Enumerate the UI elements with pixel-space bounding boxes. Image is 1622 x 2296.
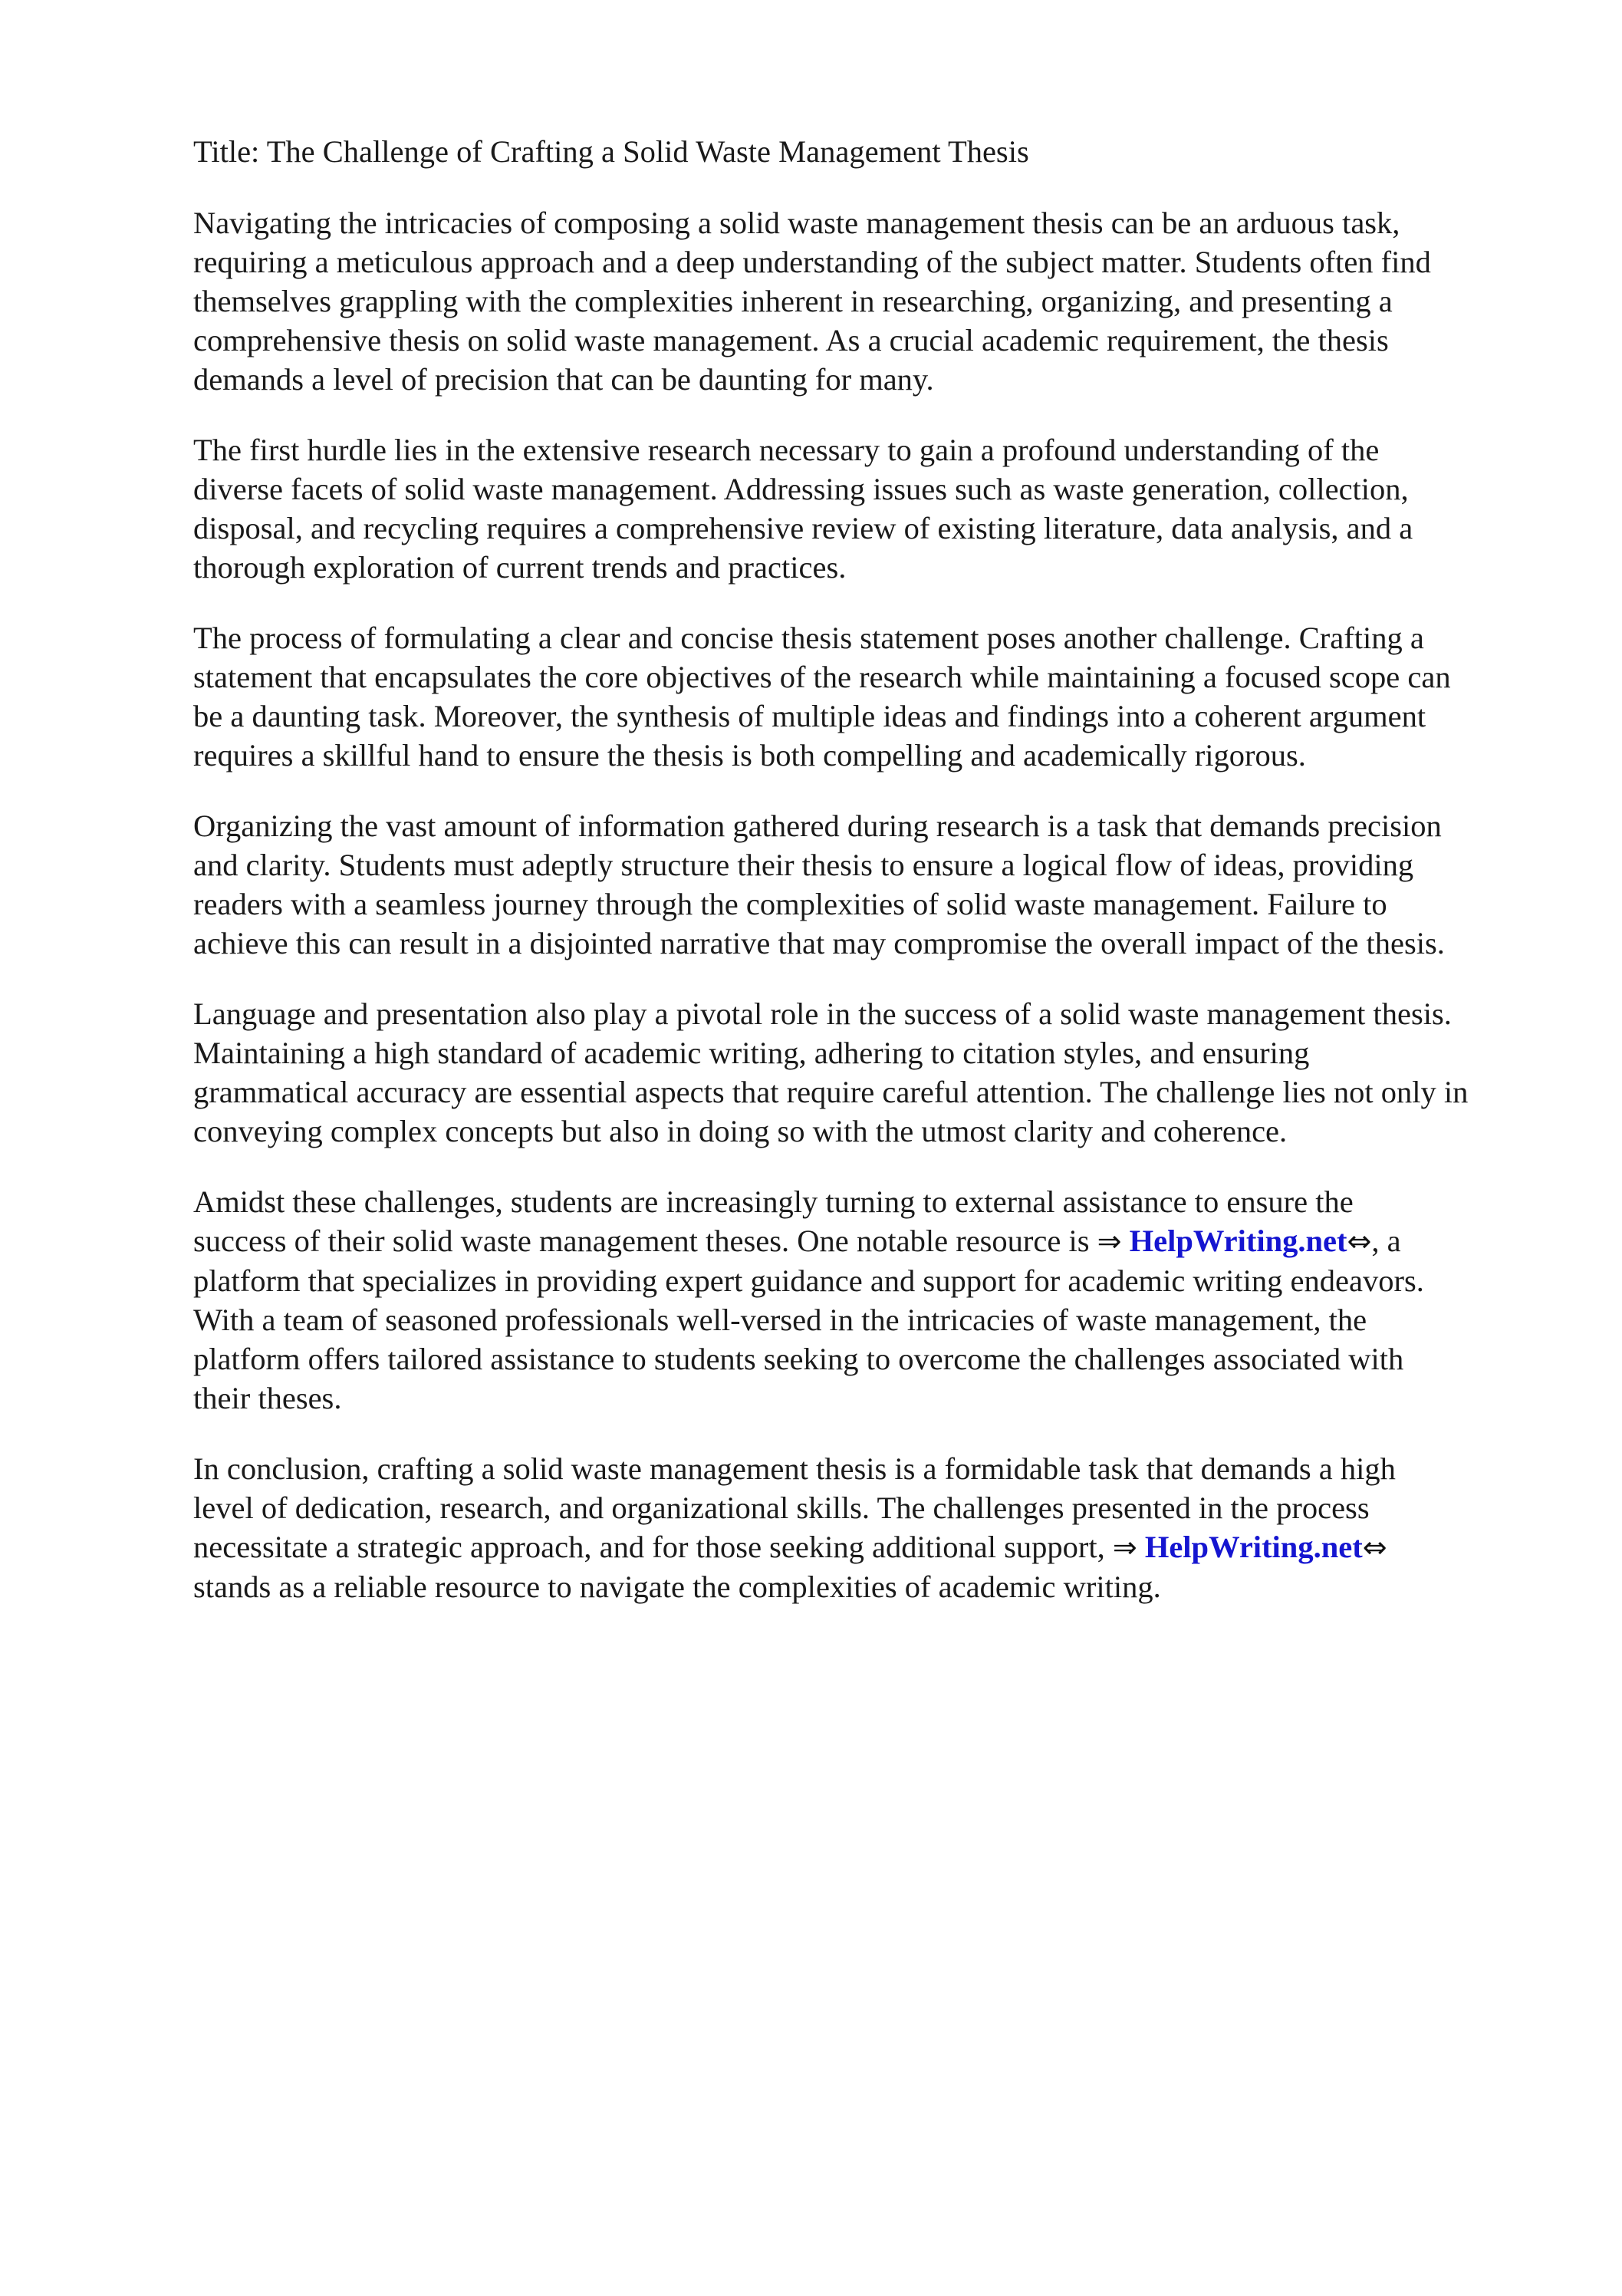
paragraph-conclusion: [193, 1449, 1558, 1606]
paragraph-line: disposal, and recycling requires a comprehensive review of existing literature, data analysis, and a: [193, 511, 1413, 545]
helpwriting-link[interactable]: HelpWriting.net: [1129, 1224, 1347, 1258]
line-text: necessitate a strategic approach, and for those seeking additional support,: [193, 1530, 1113, 1564]
paragraph-line: Organizing the vast amount of information gathered during research is a task that demands precision: [193, 809, 1442, 843]
line-text: success of their solid waste management theses. One notable resource is: [193, 1224, 1097, 1258]
paragraph-line: Language and presentation also play a pivotal role in the success of a solid waste management thesis.: [193, 996, 1452, 1031]
paragraph-line: The first hurdle lies in the extensive research necessary to gain a profound understanding of the: [193, 433, 1380, 467]
paragraph-line: In conclusion, crafting a solid waste management thesis is a formidable task that demands a high: [193, 1451, 1396, 1486]
paragraph-line: be a daunting task. Moreover, the synthesis of multiple ideas and findings into a coherent argument: [193, 699, 1426, 733]
right-double-arrow-icon: ⇒: [1097, 1224, 1122, 1258]
paragraph-line: themselves grappling with the complexities inherent in researching, organizing, and presenting a: [193, 284, 1393, 318]
paragraph-line: requiring a meticulous approach and a deep understanding of the subject matter. Students often find: [193, 245, 1431, 279]
paragraph-line: demands a level of precision that can be daunting for many.: [193, 362, 934, 397]
paragraph-line: level of dedication, research, and organizational skills. The challenges presented in the process: [193, 1491, 1370, 1525]
paragraph-line-with-link: [193, 1221, 1558, 1261]
paragraph-intro: [193, 203, 1558, 399]
right-double-arrow-icon: ⇒: [1112, 1530, 1137, 1564]
paragraph-line: Navigating the intricacies of composing a solid waste management thesis can be an arduous task,: [193, 206, 1400, 240]
paragraph-line: The process of formulating a clear and concise thesis statement poses another challenge. Crafting a: [193, 621, 1424, 655]
paragraph-line: Amidst these challenges, students are increasingly turning to external assistance to ensure the: [193, 1184, 1354, 1219]
paragraph-line: thorough exploration of current trends and practices.: [193, 550, 847, 585]
helpwriting-link[interactable]: HelpWriting.net: [1144, 1530, 1363, 1564]
paragraph-line: their theses.: [193, 1381, 342, 1415]
paragraph-line: readers with a seamless journey through the complexities of solid waste management. Failure to: [193, 887, 1387, 921]
paragraph-line: platform that specializes in providing expert guidance and support for academic writing endeavors.: [193, 1263, 1424, 1298]
line-text: , a: [1371, 1224, 1401, 1258]
paragraph-line: stands as a reliable resource to navigate the complexities of academic writing.: [193, 1570, 1161, 1604]
paragraph-line: With a team of seasoned professionals well-versed in the intricacies of waste management, the: [193, 1303, 1367, 1337]
paragraph-line: requires a skillful hand to ensure the thesis is both compelling and academically rigorous.: [193, 738, 1306, 772]
paragraph-research: [193, 430, 1558, 587]
document-page: [193, 132, 1558, 1638]
paragraph-line: diverse facets of solid waste management. Addressing issues such as waste generation, collection,: [193, 472, 1409, 506]
document-title: Title: The Challenge of Crafting a Solid Waste Management Thesis: [193, 134, 1029, 169]
paragraph-line: achieve this can result in a disjointed narrative that may compromise the overall impact of the thesis.: [193, 926, 1445, 960]
left-right-double-arrow-icon: ⇔: [1347, 1224, 1372, 1258]
paragraph-line: grammatical accuracy are essential aspects that require careful attention. The challenge lies not only in: [193, 1075, 1469, 1109]
paragraph-thesis-statement: [193, 618, 1558, 775]
left-right-double-arrow-icon: ⇔: [1362, 1530, 1387, 1564]
paragraph-line: and clarity. Students must adeptly structure their thesis to ensure a logical flow of ideas, providing: [193, 848, 1414, 882]
paragraph-organizing: [193, 806, 1558, 963]
paragraph-line: Maintaining a high standard of academic writing, adhering to citation styles, and ensuring: [193, 1036, 1310, 1070]
paragraph-line: conveying complex concepts but also in doing so with the utmost clarity and coherence.: [193, 1114, 1288, 1148]
paragraph-language: [193, 994, 1558, 1151]
paragraph-line: platform offers tailored assistance to students seeking to overcome the challenges associated with: [193, 1342, 1404, 1376]
paragraph-line-with-link: [193, 1527, 1558, 1567]
paragraph-line: statement that encapsulates the core objectives of the research while maintaining a focused scope can: [193, 660, 1451, 694]
paragraph-assistance: [193, 1182, 1558, 1418]
paragraph-line: comprehensive thesis on solid waste management. As a crucial academic requirement, the thesis: [193, 323, 1389, 357]
